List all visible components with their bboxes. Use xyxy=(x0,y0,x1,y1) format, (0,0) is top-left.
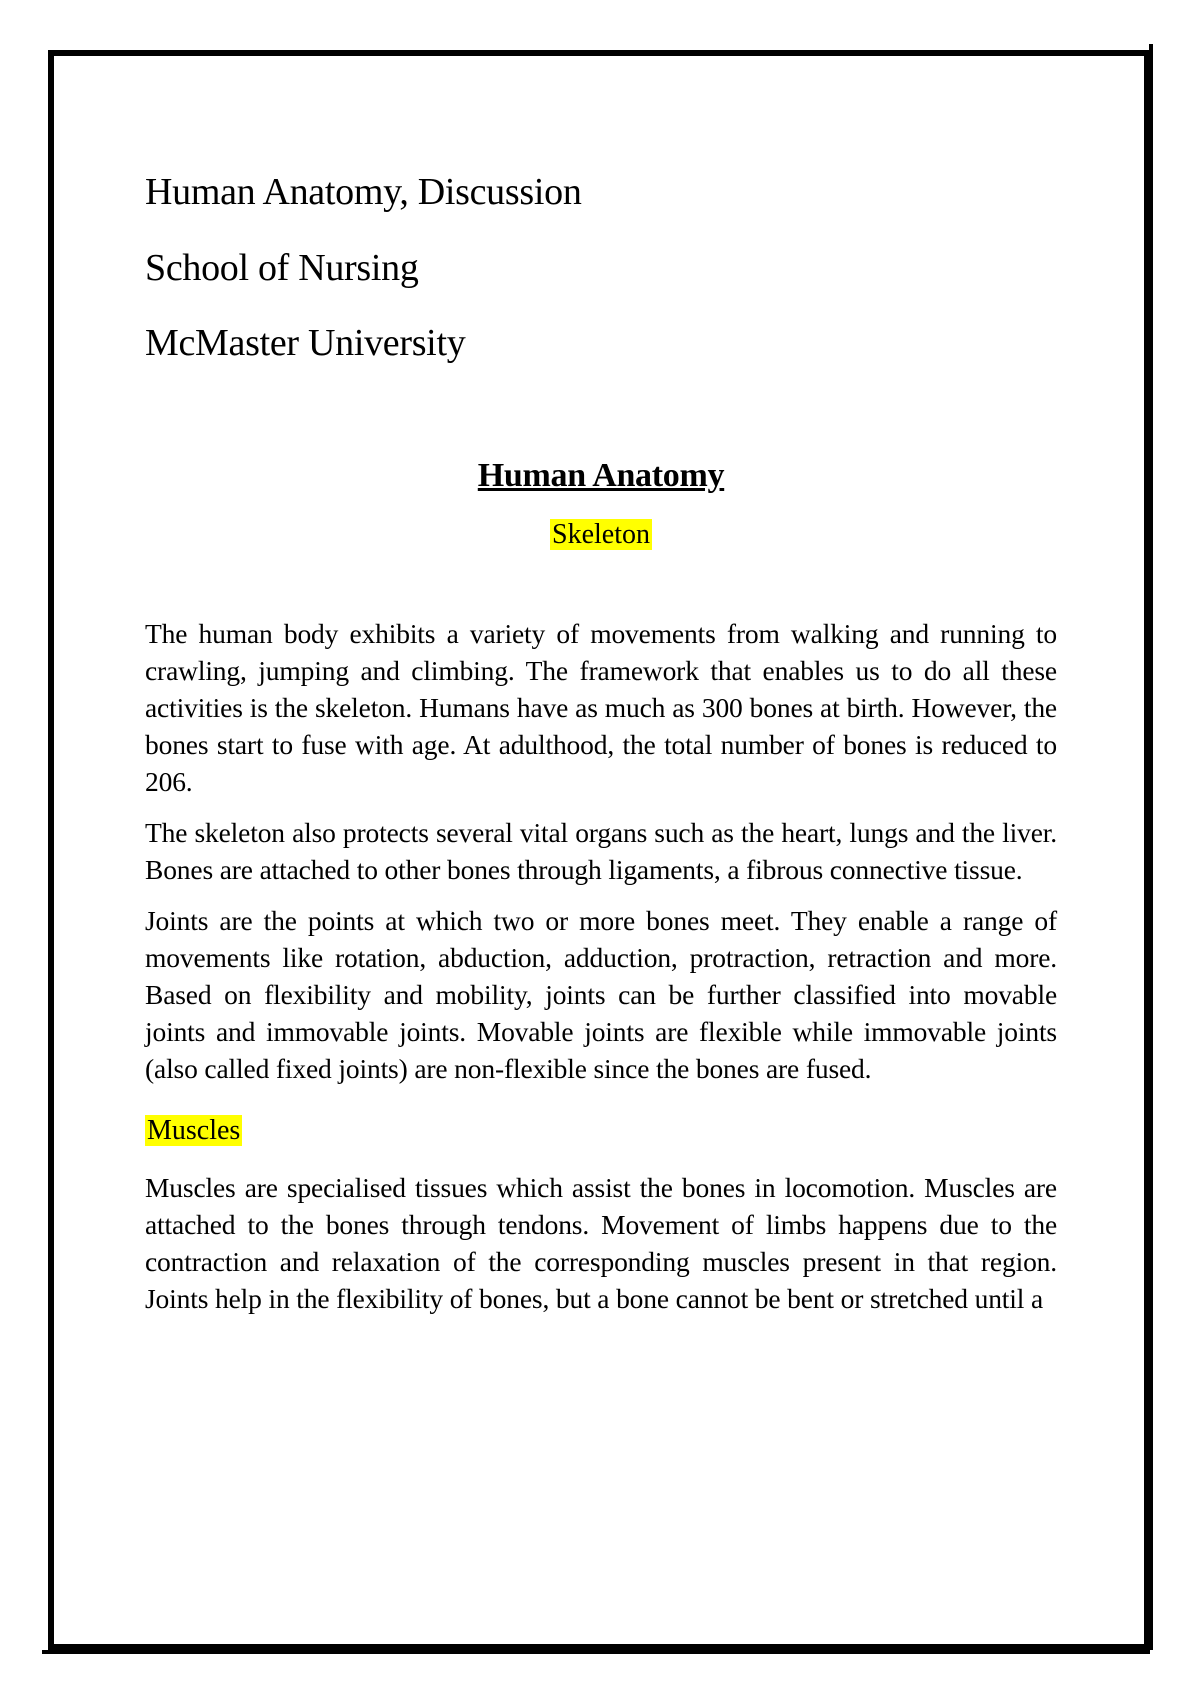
document-title: Human Anatomy xyxy=(477,456,725,494)
skeleton-heading-wrap xyxy=(145,519,1057,551)
muscles-paragraph-1: Muscles are specialised tissues which assist the bones in locomotion. Muscles are attached to the bones through tendons. Movement of limbs happens due to the contraction and relaxation of the corresponding muscles present in that region. Joints help in the flexibility of bones, but a bone cannot be bent or stretched until a xyxy=(145,1171,1057,1314)
university-name: McMaster University xyxy=(145,322,466,365)
course-title: Human Anatomy, Discussion xyxy=(145,171,582,213)
school-name: School of Nursing xyxy=(145,246,419,289)
muscles-heading-wrap xyxy=(145,1115,1057,1147)
skeleton-paragraph-1: The human body exhibits a variety of movements from walking and running to crawling, jumping and climbing. The framework that enables us to do all these activities is the skeleton. Humans have as much as 300 bones at birth. However, the bones start to fuse with age. At adulthood, the total number of bones is reduced to 206. xyxy=(145,617,1057,797)
skeleton-paragraph-2: The skeleton also protects several vital organs such as the heart, lungs and the liver. Bones are attached to other bones through ligaments, a fibrous connective tissue. xyxy=(145,816,1057,885)
skeleton-heading: Skeleton xyxy=(552,518,650,550)
muscles-heading: Muscles xyxy=(147,1114,241,1146)
document-content xyxy=(145,170,1057,1331)
skeleton-paragraph-3: Joints are the points at which two or more bones meet. They enable a range of movements like rotation, abduction, adduction, protraction, retraction and more. Based on flexibility and mobility, joints can be further classified into movable joints and immovable joints. Movable joints are flexible while immovable joints (also called fixed joints) are non-flexible since the bones are fused. xyxy=(145,904,1057,1084)
